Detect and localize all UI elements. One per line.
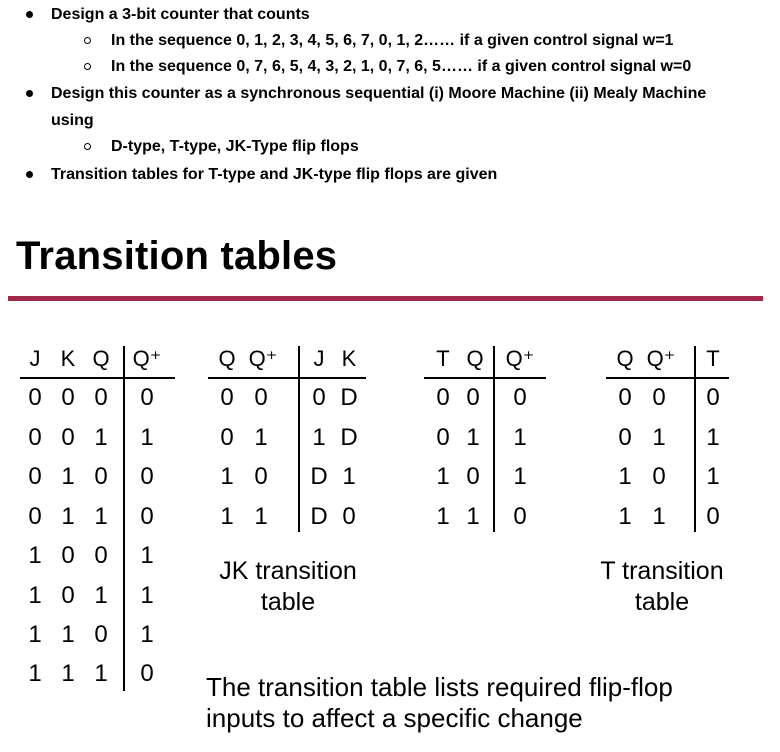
caption-line: table xyxy=(634,588,690,616)
table-cell: 0 xyxy=(94,463,108,490)
table-cell: 1 xyxy=(94,503,108,530)
table-cell: 0 xyxy=(342,503,356,530)
table-header: Q xyxy=(218,346,236,371)
table-cell: 1 xyxy=(618,503,632,530)
table-header: Q⁺ xyxy=(646,346,676,371)
table-cell: 1 xyxy=(706,424,720,451)
table-cell: 1 xyxy=(61,660,75,687)
section-heading: Transition tables xyxy=(16,234,338,278)
table-cell: 0 xyxy=(220,424,234,451)
table-header: Q xyxy=(466,346,484,371)
sub-bullet-circle xyxy=(84,143,91,150)
table-cell: 1 xyxy=(342,463,356,490)
table-divider xyxy=(123,346,125,691)
table-cell: 0 xyxy=(220,384,234,411)
table-cell: 0 xyxy=(94,542,108,569)
jk-transition-caption xyxy=(198,556,378,618)
note-line: inputs to affect a specific change xyxy=(206,703,583,733)
table-cell: 1 xyxy=(254,503,268,530)
caption-line: table xyxy=(260,588,316,616)
table-cell: D xyxy=(310,503,328,530)
table-header: T xyxy=(436,346,450,371)
table-cell: 0 xyxy=(312,384,326,411)
bullet-text: Design a 3-bit counter that counts xyxy=(51,6,310,23)
bullet-text-continued: using xyxy=(51,112,94,129)
table-cell: 1 xyxy=(140,542,154,569)
table-cell: 1 xyxy=(94,582,108,609)
table-cell: 1 xyxy=(466,424,480,451)
table-header: Q xyxy=(616,346,634,371)
table-cell: 0 xyxy=(94,621,108,648)
table-cell: 1 xyxy=(28,542,42,569)
table-header: J xyxy=(313,346,325,371)
table-cell: 0 xyxy=(140,660,154,687)
bullet-dot xyxy=(26,171,33,178)
sub-bullet-text: In the sequence 0, 7, 6, 5, 4, 3, 2, 1, 0, 7, 6, 5…… if a given control signal w=0 xyxy=(111,58,692,75)
table-divider xyxy=(298,346,300,532)
table-cell: D xyxy=(340,424,358,451)
table-cell: 0 xyxy=(618,384,632,411)
table-cell: 1 xyxy=(312,424,326,451)
table-cell: 1 xyxy=(28,660,42,687)
table-header-rule xyxy=(20,377,175,379)
table-cell: D xyxy=(340,384,358,411)
table-cell: 1 xyxy=(466,503,480,530)
table-cell: 0 xyxy=(94,384,108,411)
sub-bullet-text: In the sequence 0, 1, 2, 3, 4, 5, 6, 7, 0, 1, 2…… if a given control signal w=1 xyxy=(111,32,674,49)
table-cell: 0 xyxy=(140,503,154,530)
table-cell: 1 xyxy=(513,424,527,451)
table-cell: 0 xyxy=(618,424,632,451)
table-cell: 0 xyxy=(140,463,154,490)
table-header: Q xyxy=(92,346,110,371)
table-cell: 0 xyxy=(254,463,268,490)
table-cell: 0 xyxy=(436,384,450,411)
table-cell: 0 xyxy=(706,384,720,411)
table-cell: 0 xyxy=(28,463,42,490)
table-cell: 1 xyxy=(513,463,527,490)
table-header-rule xyxy=(606,377,729,379)
table-cell: 1 xyxy=(254,424,268,451)
table-cell: 1 xyxy=(61,503,75,530)
bullet-text: Design this counter as a synchronous sequential (i) Moore Machine (ii) Mealy Machine xyxy=(51,85,707,102)
table-cell: 0 xyxy=(61,582,75,609)
table-cell: 0 xyxy=(513,384,527,411)
table-divider xyxy=(694,346,696,532)
table-cell: 0 xyxy=(652,384,666,411)
table-cell: 0 xyxy=(28,503,42,530)
table-cell: 0 xyxy=(61,424,75,451)
sub-bullet-text: D-type, T-type, JK-Type flip flops xyxy=(111,138,359,155)
table-cell: 1 xyxy=(436,503,450,530)
explanatory-note xyxy=(206,672,673,734)
table-cell: 0 xyxy=(28,424,42,451)
table-cell: 0 xyxy=(436,424,450,451)
table-cell: 0 xyxy=(61,542,75,569)
t-transition-table xyxy=(610,344,740,534)
table-header-rule xyxy=(208,377,366,379)
table-cell: 1 xyxy=(94,660,108,687)
bullet-dot xyxy=(26,90,33,97)
table-divider xyxy=(493,346,495,532)
table-cell: 0 xyxy=(61,384,75,411)
table-header: Q⁺ xyxy=(132,346,162,371)
table-cell: 0 xyxy=(513,503,527,530)
jk-transition-table xyxy=(212,344,372,534)
table-cell: 1 xyxy=(618,463,632,490)
table-header: K xyxy=(341,346,357,371)
sub-bullet-circle xyxy=(84,37,91,44)
table-cell: 1 xyxy=(94,424,108,451)
table-cell: 0 xyxy=(254,384,268,411)
table-cell: 1 xyxy=(28,621,42,648)
table-cell: 1 xyxy=(28,582,42,609)
table-header-rule xyxy=(424,377,546,379)
table-cell: 1 xyxy=(61,463,75,490)
table-cell: 0 xyxy=(140,384,154,411)
table-header: K xyxy=(60,346,76,371)
jk-characteristic-table xyxy=(20,344,180,694)
table-cell: 1 xyxy=(220,463,234,490)
table-cell: 0 xyxy=(28,384,42,411)
table-cell: 1 xyxy=(61,621,75,648)
note-line: The transition table lists required flip-flop xyxy=(206,672,673,702)
table-cell: 1 xyxy=(652,503,666,530)
table-cell: 1 xyxy=(652,424,666,451)
table-cell: 1 xyxy=(140,424,154,451)
table-header: Q⁺ xyxy=(248,346,278,371)
t-transition-caption xyxy=(572,556,752,618)
caption-line: T transition xyxy=(600,557,724,585)
bullet-text: Transition tables for T-type and JK-type flip flops are given xyxy=(51,166,498,183)
table-cell: 0 xyxy=(466,463,480,490)
heading-rule xyxy=(8,296,763,301)
table-cell: 1 xyxy=(140,582,154,609)
table-header: J xyxy=(29,346,41,371)
table-cell: 0 xyxy=(652,463,666,490)
table-cell: 0 xyxy=(706,503,720,530)
table-cell: D xyxy=(310,463,328,490)
t-characteristic-table xyxy=(428,344,558,534)
table-cell: 0 xyxy=(466,384,480,411)
bullet-dot xyxy=(26,11,33,18)
caption-line: JK transition xyxy=(219,557,357,585)
table-cell: 1 xyxy=(140,621,154,648)
table-header: Q⁺ xyxy=(505,346,535,371)
table-cell: 1 xyxy=(436,463,450,490)
sub-bullet-circle xyxy=(84,63,91,70)
table-cell: 1 xyxy=(706,463,720,490)
table-header: T xyxy=(706,346,720,371)
table-cell: 1 xyxy=(220,503,234,530)
